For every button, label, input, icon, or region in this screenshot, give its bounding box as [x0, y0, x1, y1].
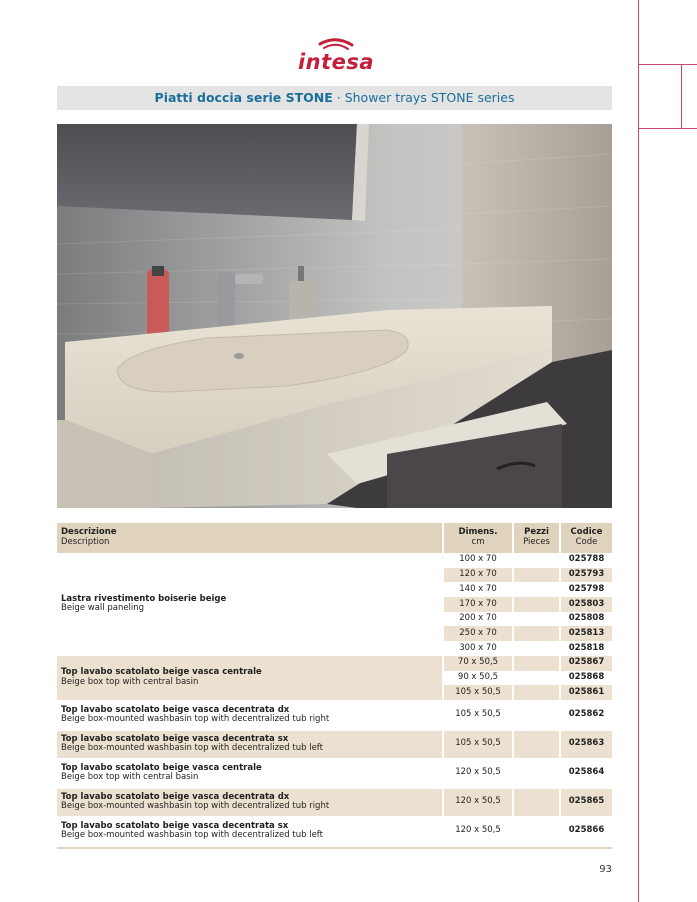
- header-code-en: Code: [575, 537, 598, 547]
- product-description: [57, 759, 443, 788]
- page-number: 93: [599, 864, 612, 875]
- table-row: [57, 656, 612, 671]
- description-italian: Top lavabo scatolato beige vasca centrale: [61, 762, 262, 773]
- code-cell: 025818: [560, 641, 612, 656]
- header-description: [57, 523, 443, 553]
- header-desc-en: Description: [61, 537, 110, 547]
- description-italian: Top lavabo scatolato beige vasca decentrata sx: [61, 733, 289, 744]
- pieces-cell: [513, 612, 560, 627]
- pieces-cell: [513, 685, 560, 701]
- product-description: [57, 553, 443, 656]
- pieces-cell: [513, 582, 560, 597]
- pieces-cell: [513, 701, 560, 730]
- description-english: Beige box top with central basin: [61, 676, 199, 687]
- pieces-cell: [513, 568, 560, 583]
- title-italian: Piatti doccia serie STONE: [154, 90, 333, 105]
- description-italian: Top lavabo scatolato beige vasca decentrata sx: [61, 820, 289, 831]
- dimension-cell: 120 x 50,5: [443, 788, 513, 817]
- dimension-cell: 120 x 50,5: [443, 759, 513, 788]
- page-title: [57, 86, 612, 110]
- pieces-cell: [513, 656, 560, 671]
- code-cell: 025865: [560, 788, 612, 817]
- page-tab-bottom: [638, 128, 697, 129]
- header-dim-it: Dimens.: [458, 527, 498, 538]
- code-cell: 025864: [560, 759, 612, 788]
- pieces-cell: [513, 817, 560, 845]
- pieces-cell: [513, 671, 560, 686]
- table-row: [57, 730, 612, 759]
- product-description: [57, 656, 443, 701]
- dimension-cell: 105 x 50,5: [443, 701, 513, 730]
- description-english: Beige box-mounted washbasin top with decentralized tub left: [61, 743, 323, 754]
- pieces-cell: [513, 626, 560, 641]
- dimension-cell: 105 x 50,5: [443, 685, 513, 701]
- product-description: [57, 730, 443, 759]
- dimension-cell: 140 x 70: [443, 582, 513, 597]
- product-description: [57, 817, 443, 845]
- page-tab-top: [638, 64, 697, 65]
- product-description: [57, 701, 443, 730]
- bathroom-photo-icon: [57, 124, 612, 508]
- dimension-cell: 105 x 50,5: [443, 730, 513, 759]
- code-cell: 025861: [560, 685, 612, 701]
- pieces-cell: [513, 759, 560, 788]
- table-bottom-rule: [57, 847, 612, 849]
- header-pcs-it: Pezzi: [524, 527, 549, 538]
- description-italian: Lastra rivestimento boiserie beige: [61, 593, 227, 604]
- page-tab-side: [681, 64, 682, 129]
- header-dimensions: [443, 523, 513, 553]
- title-english: Shower trays STONE series: [344, 90, 515, 105]
- description-english: Beige box top with central basin: [61, 772, 199, 783]
- header-desc-it: Descrizione: [61, 527, 117, 538]
- code-cell: 025808: [560, 612, 612, 627]
- description-english: Beige box-mounted washbasin top with decentralized tub right: [61, 714, 330, 725]
- code-cell: 025863: [560, 730, 612, 759]
- dimension-cell: 300 x 70: [443, 641, 513, 656]
- logo-wordmark: intesa: [297, 50, 375, 74]
- code-cell: 025868: [560, 671, 612, 686]
- code-cell: 025803: [560, 597, 612, 612]
- table-row: [57, 553, 612, 568]
- description-english: Beige wall paneling: [61, 603, 145, 614]
- brand-logo: [296, 36, 376, 80]
- code-cell: 025813: [560, 626, 612, 641]
- table-header-row: [57, 523, 612, 553]
- pieces-cell: [513, 553, 560, 568]
- description-english: Beige box-mounted washbasin top with decentralized tub left: [61, 830, 323, 841]
- product-table: [57, 523, 612, 845]
- header-code-it: Codice: [570, 527, 603, 538]
- description-italian: Top lavabo scatolato beige vasca decentrata dx: [61, 791, 290, 802]
- description-italian: Top lavabo scatolato beige vasca decentrata dx: [61, 704, 290, 715]
- page-edge-line: [638, 0, 639, 902]
- code-cell: 025788: [560, 553, 612, 568]
- code-cell: 025793: [560, 568, 612, 583]
- code-cell: 025867: [560, 656, 612, 671]
- header-code: [560, 523, 612, 553]
- dimension-cell: 90 x 50,5: [443, 671, 513, 686]
- description-italian: Top lavabo scatolato beige vasca centrale: [61, 667, 262, 678]
- dimension-cell: 170 x 70: [443, 597, 513, 612]
- table-row: [57, 759, 612, 788]
- pieces-cell: [513, 788, 560, 817]
- table-row: [57, 817, 612, 845]
- dimension-cell: 70 x 50,5: [443, 656, 513, 671]
- dimension-cell: 120 x 50,5: [443, 817, 513, 845]
- code-cell: 025862: [560, 701, 612, 730]
- bathroom-photo: [57, 124, 612, 508]
- dimension-cell: 120 x 70: [443, 568, 513, 583]
- pieces-cell: [513, 597, 560, 612]
- table-row: [57, 701, 612, 730]
- pieces-cell: [513, 730, 560, 759]
- title-separator: ·: [332, 90, 345, 105]
- table-row: [57, 788, 612, 817]
- dimension-cell: 200 x 70: [443, 612, 513, 627]
- description-english: Beige box-mounted washbasin top with decentralized tub right: [61, 801, 330, 812]
- code-cell: 025866: [560, 817, 612, 845]
- dimension-cell: 250 x 70: [443, 626, 513, 641]
- product-description: [57, 788, 443, 817]
- header-pcs-en: Pieces: [523, 537, 550, 547]
- pieces-cell: [513, 641, 560, 656]
- dimension-cell: 100 x 70: [443, 553, 513, 568]
- header-pieces: [513, 523, 560, 553]
- header-dim-en: cm: [471, 537, 485, 547]
- code-cell: 025798: [560, 582, 612, 597]
